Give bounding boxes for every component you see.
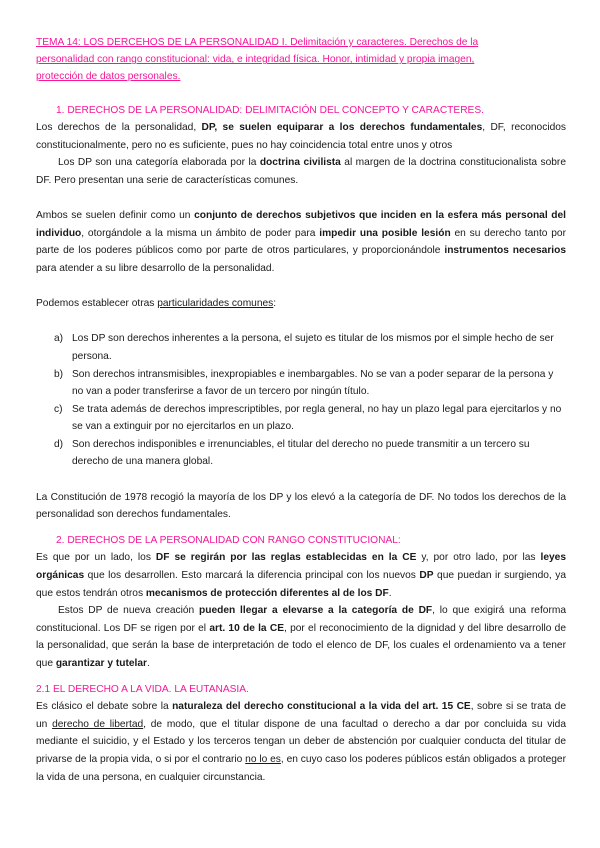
- section-2-1-paragraph-1: Es clásico el debate sobre la naturaleza del derecho constitucional a la vida del art. 15 CE, sobre si se trata de un derecho de libertad, de modo, que el titular dispone de una facultad o derecho a dar por concluida su vida mediante el suicidio, y el Estado y los terceros tengan un deber de abstención por cualquier conducta del titular de privarse de la propia vida, o si por el contrario no lo es, en cuyo caso los poderes públicos están obligados a proteger la vida de una persona, en cualquier circunstancia.: [36, 701, 566, 783]
- section-1-heading: 1. DERECHOS DE LA PERSONALIDAD: DELIMITACIÓN DEL CONCEPTO Y CARACTERES.: [56, 104, 484, 116]
- characteristics-list: [36, 330, 566, 471]
- title-line-2: personalidad con rango constitucional: vida, e integridad física. Honor, intimidad y propia imagen,: [36, 54, 475, 66]
- list-item: b) Son derechos intransmisibles, inexpropiables e inembargables. No se van a poder separar de la persona y no van a poder transferirse a favor de un tercero por ningún título.: [54, 368, 554, 398]
- list-item: d) Son derechos indisponibles e irrenunciables, el titular del derecho no puede transmitir a un tercero su derecho de una manera global.: [54, 438, 530, 468]
- section-1-paragraph-1: Los derechos de la personalidad, DP, se suelen equiparar a los derechos fundamentales, DF, reconocidos constitucionalmente, pero no es suficiente, pues no hay coincidencia total entre unos y otros: [36, 122, 567, 151]
- section-2-paragraph-1: Es que por un lado, los DF se regirán por las reglas establecidas en la CE y, por otro lado, por las leyes orgánicas que los desarrollen. Esto marcará la diferencia principal con los nuevos DP que puedan ir surgiendo, ya que estos tendrán otros mecanismos de protección diferentes al de los DF.: [36, 552, 566, 599]
- section-2-paragraph-2: Estos DP de nueva creación pueden llegar a elevarse a la categoría de DF, lo que exigirá una reforma constitucional. Los DF se rigen por el art. 10 de la CE, por el reconocimiento de la dignidad y del libre desarrollo de la personalidad, que serán la base de interpretación de todo el elenco de DF, los cuales el ordenamiento va a tener que garantizar y tutelar.: [36, 605, 566, 670]
- section-2-1-heading: 2.1 EL DERECHO A LA VIDA. LA EUTANASIA.: [36, 683, 249, 695]
- document-title: [36, 34, 566, 86]
- list-item: a) Los DP son derechos inherentes a la persona, el sujeto es titular de los mismos por el simple hecho de ser persona.: [54, 333, 554, 362]
- document-page: [36, 34, 566, 786]
- title-line-3: protección de datos personales.: [36, 71, 181, 83]
- section-1-paragraph-4: Podemos establecer otras particularidades comunes:: [36, 298, 277, 310]
- list-item: c) Se trata además de derechos imprescriptibles, por regla general, no hay un plazo legal para ejercitarlos y no se van a extinguir por no ejercitarlos en un plazo.: [54, 403, 562, 433]
- section-1-paragraph-5: La Constitución de 1978 recogió la mayoría de los DP y los elevó a la categoría de DF. No todos los derechos de la personalidad son derechos fundamentales.: [36, 491, 566, 521]
- section-2-heading: 2. DERECHOS DE LA PERSONALIDAD CON RANGO CONSTITUCIONAL:: [56, 534, 401, 546]
- title-line-1: TEMA 14: LOS DERCEHOS DE LA PERSONALIDAD I. Delimitación y caracteres. Derechos de la: [36, 37, 479, 48]
- section-1-paragraph-2: Los DP son una categoría elaborada por la doctrina civilista al margen de la doctrina constitucionalista sobre DF. Pero presentan una serie de características comunes.: [36, 157, 566, 186]
- section-1-paragraph-3: Ambos se suelen definir como un conjunto de derechos subjetivos que inciden en la esfera más personal del individuo, otorgándole a la misma un ámbito de poder para impedir una posible lesión en su derecho tanto por parte de los poderes públicos como por parte de otros particulares, y proporcionándole instrumentos necesarios para atender a su libre desarrollo de la personalidad.: [36, 210, 567, 274]
